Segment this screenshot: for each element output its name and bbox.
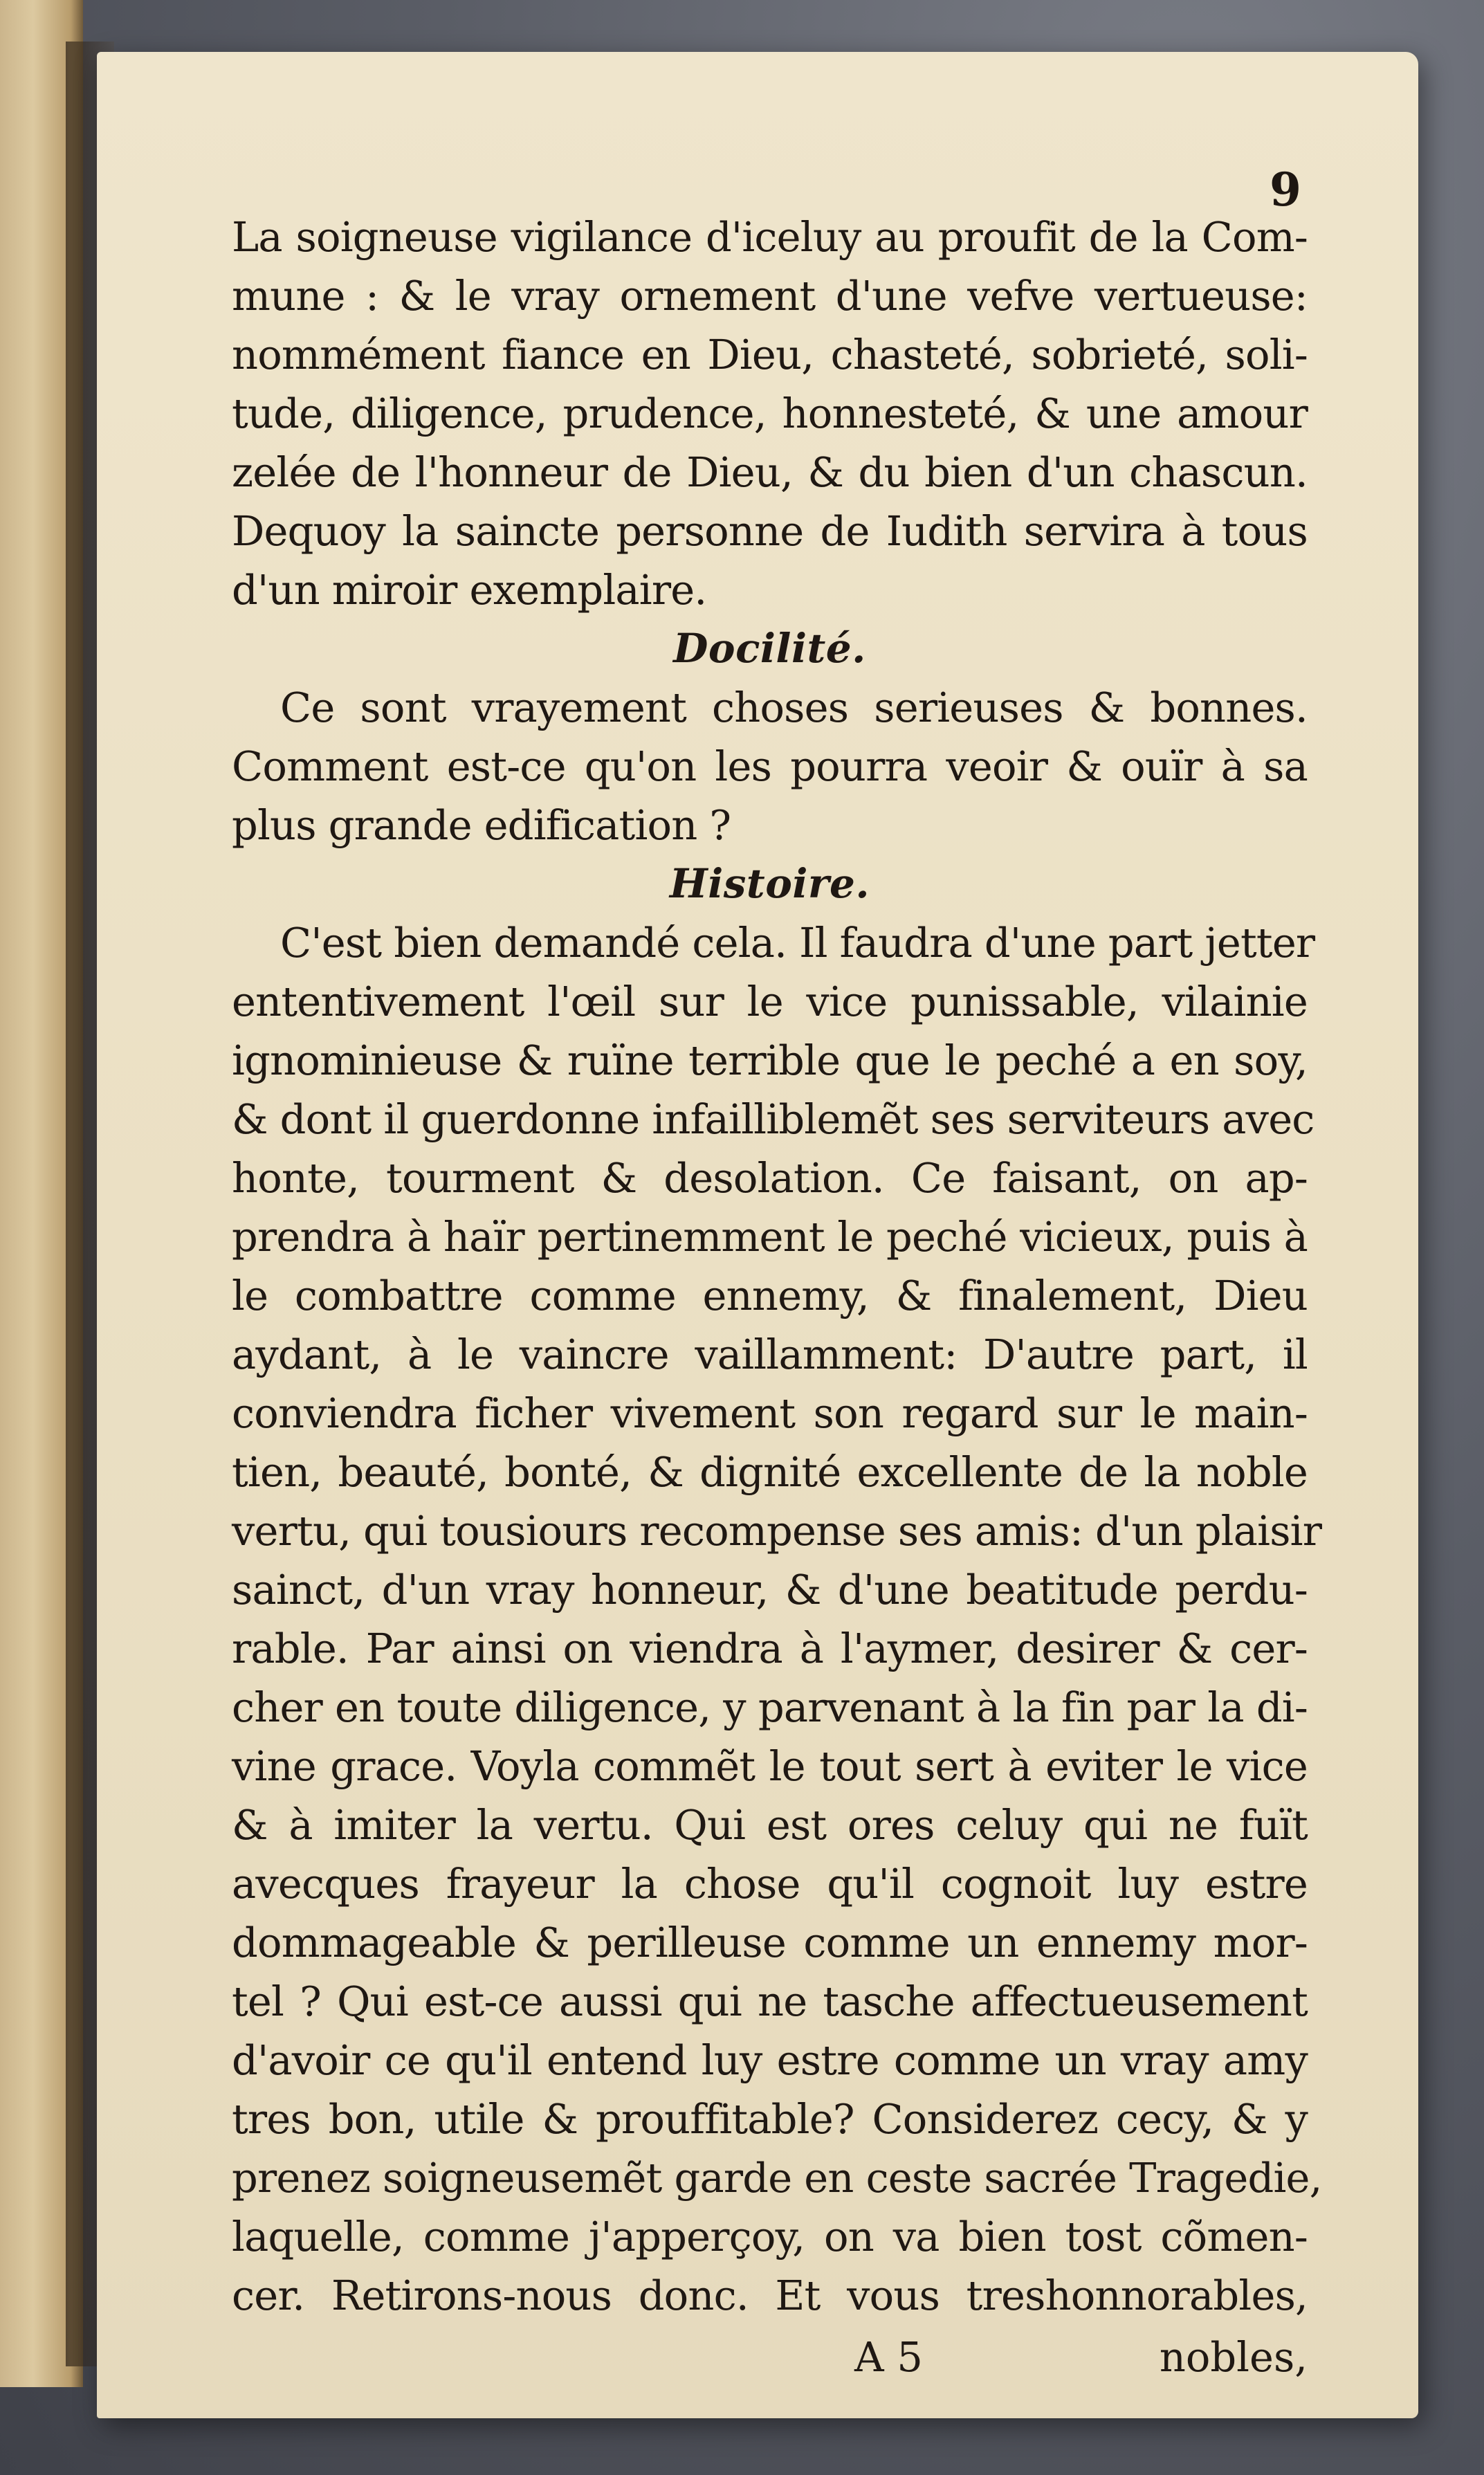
text-line: dommageable & perilleuse comme un ennemy mor- [232, 1919, 1308, 1966]
catchword: nobles, [1159, 2333, 1308, 2381]
text-line: tien, beauté, bonté, & dignité excellente de la noble [232, 1448, 1308, 1496]
text-line: plus grande edification ? [232, 801, 731, 849]
text-line: & à imiter la vertu. Qui est ores celuy qui ne fuït [232, 1801, 1308, 1849]
text-line: rable. Par ainsi on viendra à l'aymer, desirer & cer- [232, 1625, 1308, 1672]
text-line: mune : & le vray ornement d'une vefve vertueuse: [232, 272, 1308, 320]
text-line: Comment est-ce qu'on les pourra veoir & ouïr à sa [232, 742, 1308, 790]
text-line: conviendra ficher vivement son regard sur le main- [232, 1389, 1308, 1437]
text-line: le combattre comme ennemy, & finalement, Dieu [232, 1272, 1308, 1319]
text-line: La soigneuse vigilance d'iceluy au proufit de la Com- [232, 213, 1308, 261]
speaker-heading-docilite: Docilité. [673, 625, 866, 672]
text-line: zelée de l'honneur de Dieu, & du bien d'un chascun. [232, 448, 1308, 496]
signature-mark: A 5 [854, 2333, 923, 2381]
text-line: cher en toute diligence, y parvenant à la fin par la di- [232, 1683, 1308, 1731]
text-line: avecques frayeur la chose qu'il cognoit luy estre [232, 1860, 1308, 1908]
text-line: prendra à haïr pertinemment le peché vicieux, puis à [232, 1213, 1308, 1261]
page-text [232, 208, 1322, 2386]
text-line: & dont il guerdonne infailliblemẽt ses serviteurs avec [232, 1095, 1314, 1143]
text-line: ententivement l'œil sur le vice punissable, vilainie [232, 978, 1308, 1025]
text-line: prenez soigneusemẽt garde en ceste sacrée Tragedie, [232, 2154, 1322, 2202]
text-line: nommément fiance en Dieu, chasteté, sobrieté, soli- [232, 331, 1308, 378]
text-line: sainct, d'un vray honneur, & d'une beatitude perdu- [232, 1566, 1308, 1614]
text-line: tude, diligence, prudence, honnesteté, & une amour [232, 390, 1308, 437]
text-line: d'un miroir exemplaire. [232, 566, 707, 614]
text-line: d'avoir ce qu'il entend luy estre comme un vray amy [232, 2036, 1308, 2084]
text-line: Ce sont vrayement choses serieuses & bonnes. [280, 684, 1308, 731]
text-line: cer. Retirons-nous donc. Et vous treshonnorables, [232, 2272, 1308, 2319]
text-line: vertu, qui tousiours recompense ses amis: d'un plaisir [232, 1507, 1322, 1555]
text-line: honte, tourment & desolation. Ce faisant, on ap- [232, 1154, 1308, 1202]
text-line: laquelle, comme j'apperçoy, on va bien tost cõmen- [232, 2213, 1308, 2261]
text-line: tel ? Qui est-ce aussi qui ne tasche affectueusement [232, 1978, 1308, 2025]
text-line: C'est bien demandé cela. Il faudra d'une part jetter [280, 919, 1315, 967]
speaker-heading-histoire: Histoire. [669, 860, 870, 907]
book-page [97, 52, 1418, 2418]
text-line: tres bon, utile & prouffitable? Considerez cecy, & y [232, 2095, 1308, 2143]
text-line: vine grace. Voyla commẽt le tout sert à eviter le vice [232, 1742, 1308, 1790]
text-line: ignominieuse & ruïne terrible que le peché a en soy, [232, 1036, 1308, 1084]
text-line: Dequoy la saincte personne de Iudith servira à tous [232, 507, 1308, 555]
page-footer [232, 2328, 1308, 2386]
page-number: 9 [1270, 163, 1301, 217]
text-line: aydant, à le vaincre vaillamment: D'autre part, il [232, 1331, 1308, 1378]
